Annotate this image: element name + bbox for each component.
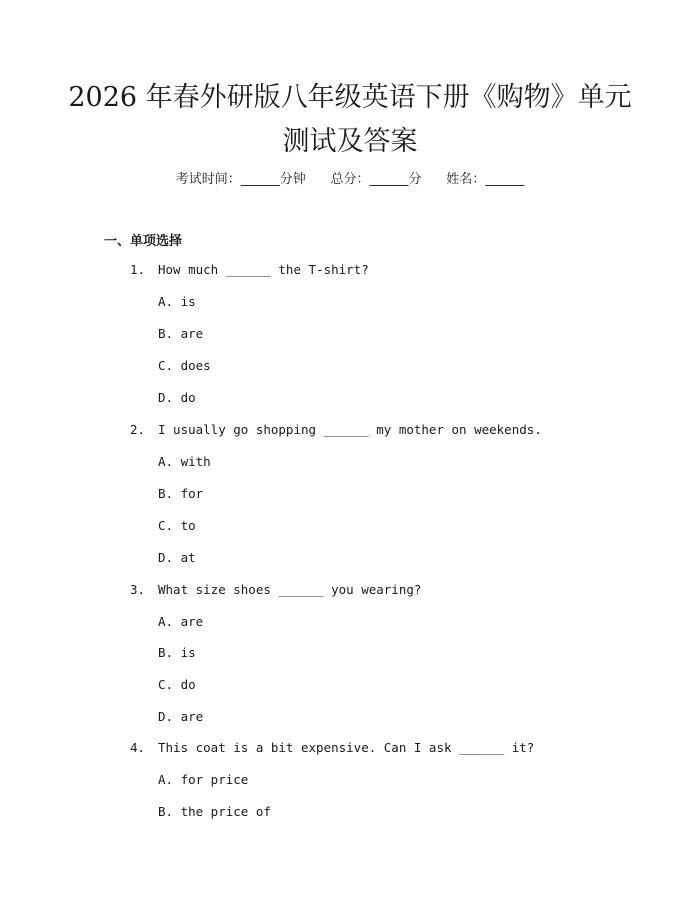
option-2c: C. to xyxy=(158,518,196,533)
question-number: 2. xyxy=(130,422,146,437)
question-3 xyxy=(130,582,421,597)
question-1 xyxy=(130,262,369,277)
option-4b: B. the price of xyxy=(158,804,271,819)
option-2d: D. at xyxy=(158,550,196,565)
option-1b: B. are xyxy=(158,326,204,341)
option-1c: C. does xyxy=(158,358,211,373)
section-title: 一、单项选择 xyxy=(104,234,183,249)
option-3c: C. do xyxy=(158,677,196,692)
question-2 xyxy=(130,422,542,437)
option-4a: A. for price xyxy=(158,772,249,787)
question-number: 3. xyxy=(130,582,146,597)
document-title: 2026 年春外研版八年级英语下册《购物》单元测试及答案 xyxy=(68,82,632,157)
option-2a: A. with xyxy=(158,454,211,469)
option-1a: A. is xyxy=(158,294,196,309)
option-3a: A. are xyxy=(158,614,204,629)
question-number: 1. xyxy=(130,262,146,277)
option-3b: B. is xyxy=(158,645,196,660)
option-3d: D. are xyxy=(158,709,204,724)
question-text: What size shoes ______ you wearing? xyxy=(158,582,422,597)
question-text: How much ______ the T-shirt? xyxy=(158,262,369,277)
exam-info-line: 考试时间：______分钟 总分：______分 姓名：______ xyxy=(175,172,525,187)
question-4 xyxy=(130,740,534,755)
question-text: This coat is a bit expensive. Can I ask ______ it? xyxy=(158,740,535,755)
option-2b: B. for xyxy=(158,486,204,501)
question-text: I usually go shopping ______ my mother on weekends. xyxy=(158,422,542,437)
option-1d: D. do xyxy=(158,390,196,405)
question-number: 4. xyxy=(130,740,146,755)
